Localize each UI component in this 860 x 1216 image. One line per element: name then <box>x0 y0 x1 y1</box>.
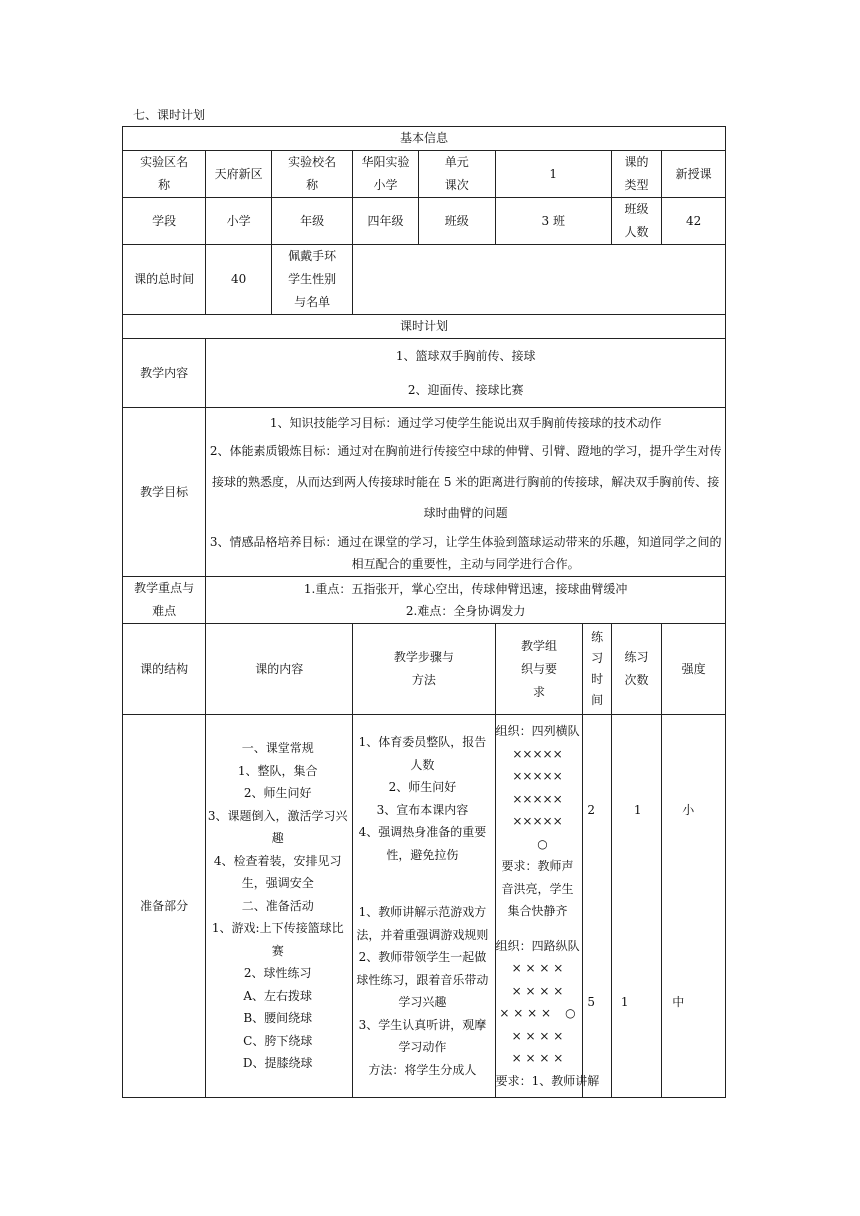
prep-step: 4、强调热身准备的重要性，避免拉伤 <box>358 825 487 862</box>
teacher-marker: ○ <box>565 1006 576 1020</box>
prep-content-line: B、腰间绕球 <box>243 1011 313 1026</box>
prep-steps-cell <box>353 715 495 1098</box>
unit-value: 1 <box>495 151 611 198</box>
school-label: 实验校名称 <box>272 151 353 198</box>
unit-label: 单元课次 <box>418 151 495 198</box>
grade-value: 四年级 <box>353 198 419 245</box>
goal-label: 教学目标 <box>123 408 206 577</box>
prep-content-line: 1、游戏:上下传接篮球比赛 <box>211 921 344 958</box>
prep-content-line: 4、检查着装，安排见习生，强调安全 <box>213 853 342 891</box>
prep-content-line: 二、准备活动 <box>241 898 314 913</box>
content-label: 教学内容 <box>123 339 206 408</box>
key-cell <box>206 577 726 624</box>
prep-reps: 1 <box>620 994 629 1009</box>
prep-label: 准备部分 <box>123 715 206 1098</box>
prep-step: 1、教师讲解示范游戏方法，并着重强调游戏规则 <box>356 905 489 942</box>
prep-content-line: A、左右拨球 <box>243 988 313 1003</box>
zone-value: 天府新区 <box>206 151 272 198</box>
prep-intensity: 小 <box>682 802 695 817</box>
stage-label: 学段 <box>123 198 206 245</box>
prep-content-line: 一、课堂常规 <box>241 741 314 756</box>
prep-time-cell <box>583 715 611 1098</box>
formation-row: ××××× <box>512 769 563 783</box>
org-header: 教学组织与要求 <box>495 624 583 715</box>
formation-row: ××××× <box>512 791 563 806</box>
prep-content-line: 2、师生问好 <box>243 786 312 801</box>
prep-org-title: 组织：四路纵队 <box>495 938 580 953</box>
prep-intensity-cell <box>662 715 726 1098</box>
prep-org-cell <box>495 715 600 1098</box>
school-value: 华阳实验小学 <box>353 151 419 198</box>
content-line: 1、篮球双手胸前传、接球 <box>395 349 536 363</box>
prep-org-title: 组织：四列横队 <box>495 724 580 738</box>
prep-time: 5 <box>587 994 595 1009</box>
goal-2: 2、体能素质锻炼目标：通过对在胸前进行传接空中球的伸臂、引臂、蹬地的学习，提升学生对传接球的熟悉度，从而达到两人传接球时能在 5 米的距离进行胸前的传接球，解决双手胸前传、接球时曲臂的问题 <box>209 443 722 520</box>
type-value: 新授课 <box>662 151 726 198</box>
count-value: 42 <box>662 198 726 245</box>
type-label: 课的类型 <box>611 151 661 198</box>
prep-step: 2、教师带领学生一起做球性练习，跟着音乐带动学习兴趣 <box>356 950 489 1009</box>
prep-step: 3、宣布本课内容 <box>376 802 469 817</box>
formation-row: ××××× <box>512 746 563 761</box>
formation-row: × × × × ○ <box>499 1006 576 1020</box>
prep-content-cell <box>206 715 353 1098</box>
structure-header: 课的结构 <box>123 624 206 715</box>
stage-value: 小学 <box>206 198 272 245</box>
prep-time: 2 <box>587 802 595 817</box>
formation-row: × × × × <box>511 961 564 975</box>
intensity-header: 强度 <box>662 624 726 715</box>
prep-step: 1、体育委员整队，报告人数 <box>358 735 487 772</box>
formation-row: × × × × <box>511 983 564 998</box>
prep-org-requirement: 要求：教师声音洪亮，学生集合快静齐 <box>501 859 574 918</box>
formation-row: × × × × <box>511 1051 564 1065</box>
class-value: 3 班 <box>495 198 611 245</box>
prep-step: 方法：将学生分成人 <box>368 1062 477 1077</box>
key-line: 1.重点：五指张开，掌心空出，传球伸臂迅速，接球曲臂缓冲 <box>303 582 628 596</box>
prep-reps-cell <box>611 715 661 1098</box>
steps-header: 教学步骤与方法 <box>353 624 495 715</box>
class-label: 班级 <box>418 198 495 245</box>
lesson-plan-table <box>122 126 726 1098</box>
total-time-value: 40 <box>206 245 272 315</box>
prep-content-line: 3、课题倒入，激活学习兴趣 <box>207 808 348 846</box>
prep-content-line: 1、整队，集合 <box>237 763 318 778</box>
plan-title: 课时计划 <box>123 315 726 339</box>
goal-cell <box>206 408 726 577</box>
key-label: 教学重点与难点 <box>123 577 206 624</box>
zone-label: 实验区名称 <box>123 151 206 198</box>
page-heading: 七、课时计划 <box>133 108 206 122</box>
prep-step: 3、学生认真听讲，观摩学习动作 <box>358 1017 487 1054</box>
formation-row: × × × × <box>511 1028 564 1043</box>
prep-org-requirement: 要求：1、教师讲解 <box>495 1073 600 1088</box>
band-label: 佩戴手环学生性别与名单 <box>272 245 353 315</box>
count-label: 班级人数 <box>611 198 661 245</box>
prep-content-line: 2、球性练习 <box>243 966 312 981</box>
prep-intensity: 中 <box>672 994 685 1009</box>
content-cell <box>206 339 726 408</box>
goal-3: 3、情感品格培养目标：通过在课堂的学习，让学生体验到篮球运动带来的乐趣，知道同学之间的相互配合的重要性，主动与同学进行合作。 <box>209 534 722 571</box>
goal-1: 1、知识技能学习目标：通过学习使学生能说出双手胸前传接球的技术动作 <box>269 415 662 430</box>
formation-row: ××××× <box>512 814 563 828</box>
total-time-label: 课的总时间 <box>123 245 206 315</box>
band-value <box>353 245 726 315</box>
prep-content-line: D、提膝绕球 <box>242 1056 313 1071</box>
prep-content-line: C、胯下绕球 <box>243 1033 313 1048</box>
content-header: 课的内容 <box>206 624 353 715</box>
prep-reps: 1 <box>633 802 642 817</box>
time-header: 练习时间 <box>583 624 611 715</box>
teacher-marker: ○ <box>537 836 548 851</box>
reps-header: 练习次数 <box>611 624 661 715</box>
basic-info-title: 基本信息 <box>123 127 726 151</box>
key-line: 2.难点：全身协调发力 <box>405 604 526 618</box>
prep-step: 2、师生问好 <box>388 780 457 794</box>
grade-label: 年级 <box>272 198 353 245</box>
content-line: 2、迎面传、接球比赛 <box>407 383 524 397</box>
